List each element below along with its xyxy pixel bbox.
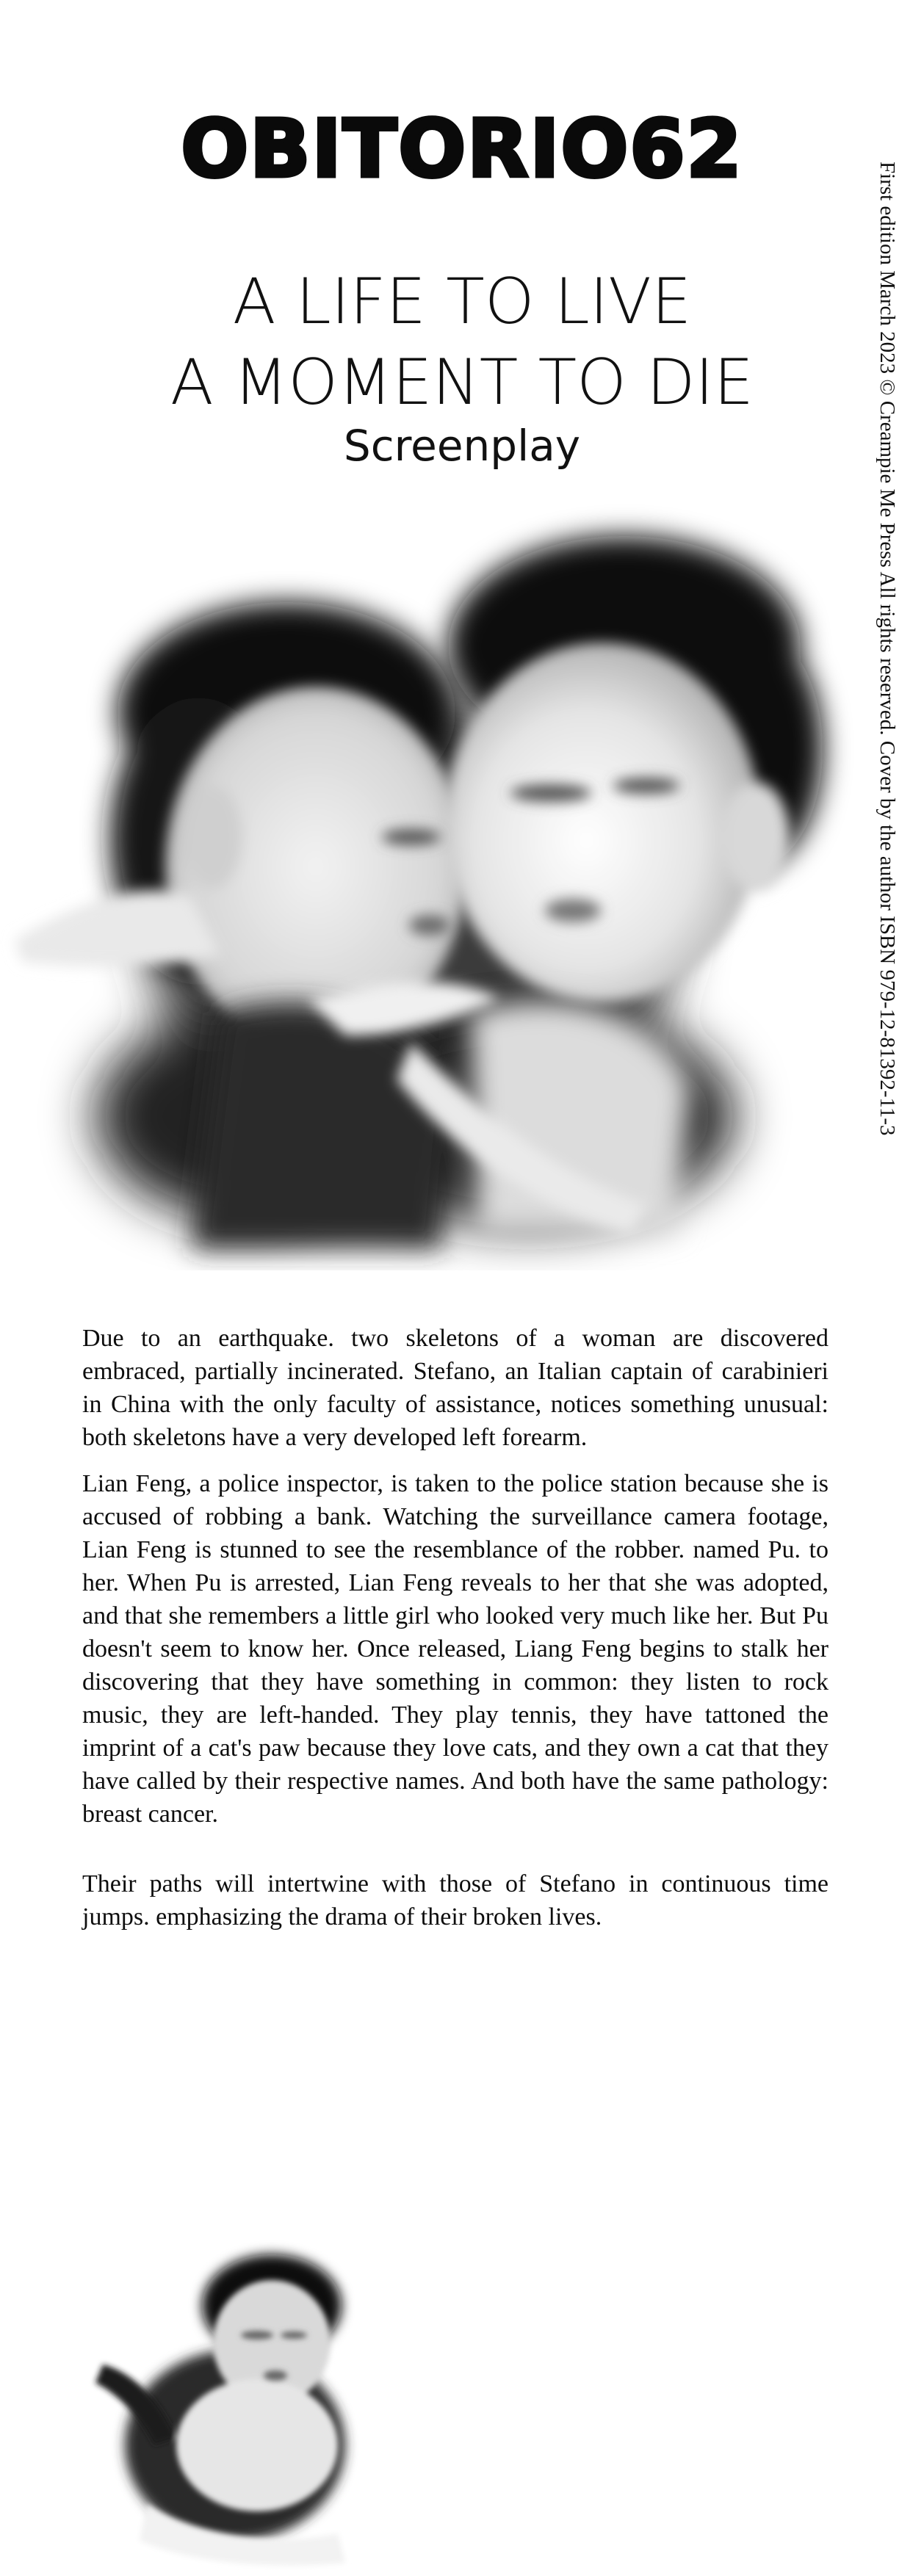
copyright-isbn-notice: First edition March 2023 © Creampie Me Press All rights reserved. Cover by the author ISBN 979-12-81392-11-3 — [876, 162, 899, 1136]
infant-photo — [88, 2225, 397, 2570]
author-name: OBITORIO62 — [181, 104, 743, 195]
book-title-line-1: A LIFE TO LIVE — [232, 265, 692, 339]
twins-embrace-photo — [0, 455, 859, 1270]
synopsis-paragraph-3: Their paths will intertwine with those of Stefano in continuous time jumps. emphasizing the drama of their broken lives. — [82, 1870, 829, 1931]
synopsis-paragraph-1: Due to an earthquake. two skeletons of a woman are discovered embraced, partially incinerated. Stefano, an Italian captain of carabinieri in China with the only faculty of assistance, notices something unusual: both skeletons have a very developed left forearm. — [82, 1325, 829, 1451]
book-subtitle: Screenplay — [343, 421, 581, 471]
book-title-line-2: A MOMENT TO DIE — [170, 346, 754, 419]
synopsis-paragraph-2: Lian Feng, a police inspector, is taken to the police station because she is accused of robbing a bank. Watching the surveillance camera footage, Lian Feng is stunned to see the resemblance of the robber. named Pu. to her. When Pu is arrested, Lian Feng reveals to her that she was adopted, and that she remembers a little girl who looked very much like her. But Pu doesn't seem to know her. Once released, Liang Feng begins to stalk her discovering that they have something in common: they listen to rock music, they are left-handed. They play tennis, they have tattoned the imprint of a cat's paw because they love cats, and they own a cat that they have called by their respective names. And both have the same pathology: breast cancer. — [82, 1470, 829, 1828]
synopsis — [82, 1322, 829, 1947]
